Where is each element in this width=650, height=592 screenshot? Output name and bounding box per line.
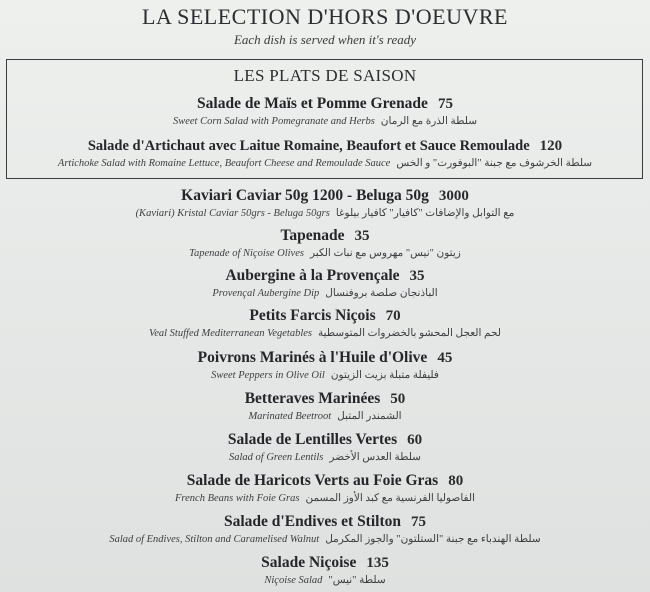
menu-dish [0, 431, 650, 463]
dish-name: Aubergine à la Provençale [225, 267, 400, 284]
dish-name: Salade de Lentilles Vertes [227, 431, 398, 448]
dish-name: Salade d'Endives et Stilton [224, 513, 401, 530]
dish-price: 35 [354, 228, 370, 244]
menu-dish [0, 187, 650, 219]
dish-price: 75 [411, 514, 426, 530]
dish-english: Provençal Aubergine Dip [212, 288, 320, 299]
dish-price: 50 [390, 391, 406, 407]
menu-dish [0, 349, 650, 381]
seasonal-title: LES PLATS DE SAISON [233, 66, 417, 85]
dish-name: Salade Niçoise [261, 554, 357, 571]
menu-dish [0, 513, 650, 545]
menu-dish [0, 307, 650, 339]
dish-english: (Kaviari) Kristal Caviar 50grs - Beluga 50grs [135, 208, 330, 219]
dish-price: 35 [409, 268, 425, 284]
menu-title: LA SELECTION D'HORS D'OEUVRE [142, 4, 508, 29]
dish-name: Salade de Maïs et Pomme Grenade [197, 95, 428, 112]
menu-dish [0, 267, 650, 299]
dish-name: Petits Farcis Niçois [249, 307, 376, 324]
dish-arabic: الباذنجان صلصة بروفنسال [325, 288, 438, 299]
menu-dish [0, 390, 650, 422]
menu-subtitle: Each dish is served when it's ready [233, 32, 417, 47]
dish-price: 45 [437, 350, 453, 366]
dish-english: Artichoke Salad with Romaine Lettuce, Beaufort Cheese and Remoulade Sauce [57, 158, 391, 169]
dish-name: Salade d'Artichaut avec Laitue Romaine, Beaufort et Sauce Remoulade [87, 138, 530, 154]
dish-english: Marinated Beetroot [248, 411, 332, 422]
seasonal-dish [0, 95, 650, 127]
dish-arabic: فليفلة متبلة بزيت الزيتون [330, 370, 439, 381]
seasonal-dish [0, 137, 650, 169]
dish-arabic: الشمندر المتبل [337, 411, 402, 422]
dish-arabic: مع التوابل والإضافات "كافيار" كافيار بيلوغا [335, 208, 515, 219]
dish-name: Tapenade [280, 227, 345, 244]
dish-english: Sweet Peppers in Olive Oil [211, 370, 325, 381]
dish-arabic: الفاصوليا الفرنسية مع كبد الأوز المسمن [305, 493, 475, 504]
dish-english: Niçoise Salad [264, 575, 323, 586]
dish-price: 3000 [438, 188, 469, 204]
dish-english: French Beans with Foie Gras [175, 493, 300, 504]
dish-name: Salade de Haricots Verts au Foie Gras [186, 472, 439, 489]
dish-price: 80 [448, 473, 464, 489]
menu-dish [0, 472, 650, 504]
dish-english: Salad of Green Lentils [229, 452, 324, 463]
dish-english: Salad of Endives, Stilton and Caramelised Walnut [109, 534, 320, 545]
menu-dish [0, 554, 650, 586]
dish-name: Poivrons Marinés à l'Huile d'Olive [197, 349, 428, 366]
dish-price: 120 [539, 138, 563, 154]
dish-price: 135 [366, 555, 389, 571]
dish-arabic: سلطة الخرشوف مع جبنة "البوفورت" و الخس [396, 158, 593, 169]
dish-english: Veal Stuffed Mediterranean Vegetables [148, 328, 312, 339]
dish-arabic: زيتون "نيس" مهروس مع نبات الكبر [309, 248, 461, 259]
dish-arabic: سلطة "نيس" [328, 575, 386, 586]
dish-english: Tapenade of Niçoise Olives [189, 248, 304, 259]
dish-price: 75 [437, 96, 453, 112]
dish-name: Kaviari Caviar 50g 1200 - Beluga 50g [181, 187, 429, 204]
dish-name: Betteraves Marinées [244, 390, 381, 407]
dish-arabic: سلطة العدس الأخضر [329, 452, 421, 463]
dish-price: 70 [385, 308, 401, 324]
dish-arabic: سلطة الهندباء مع جبنة "الستلتون" والجوز المكرمل [325, 534, 541, 545]
dish-price: 60 [407, 432, 423, 448]
dish-english: Sweet Corn Salad with Pomegranate and Herbs [172, 116, 375, 127]
dish-arabic: لحم العجل المحشو بالخضروات المتوسطية [318, 328, 501, 339]
dish-arabic: سلطة الذرة مع الرمان [380, 116, 478, 127]
menu-dish [0, 227, 650, 259]
